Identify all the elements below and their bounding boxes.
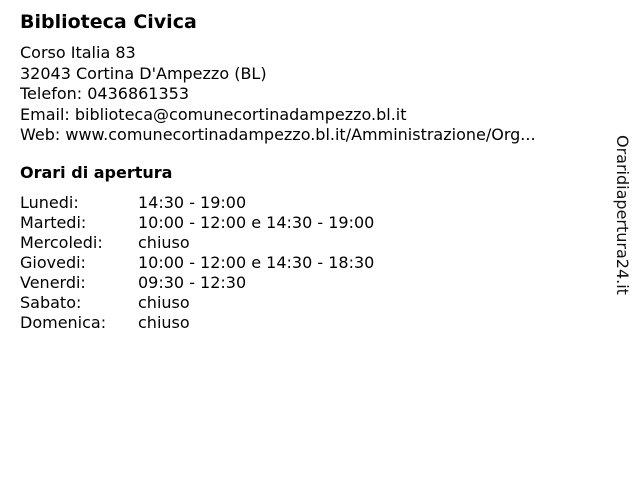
site-watermark: Oraridiapertura24.it: [613, 135, 632, 295]
day-label: Martedi:: [20, 212, 87, 232]
day-label: Giovedi:: [20, 252, 86, 272]
hours-row-thursday: [20, 253, 600, 273]
day-hours: chiuso: [138, 312, 190, 332]
hours-row-monday: [20, 193, 600, 213]
day-hours: 10:00 - 12:00 e 14:30 - 18:30: [138, 252, 375, 272]
website-line: Web: www.comunecortinadampezzo.bl.it/Amministrazione/Org...: [20, 125, 536, 144]
day-hours: chiuso: [138, 292, 190, 312]
day-label: Mercoledi:: [20, 232, 103, 252]
opening-hours-table: [20, 193, 600, 333]
hours-row-tuesday: [20, 213, 600, 233]
day-hours: 14:30 - 19:00: [138, 192, 247, 212]
opening-hours-title: Orari di apertura: [20, 162, 173, 182]
address-street: Corso Italia 83: [20, 43, 136, 62]
hours-row-sunday: [20, 313, 600, 333]
address-city: 32043 Cortina D'Ampezzo (BL): [20, 63, 267, 83]
email-line: Email: biblioteca@comunecortinadampezzo.bl.it: [20, 104, 407, 124]
library-title: Biblioteca Civica: [20, 11, 197, 33]
day-label: Venerdi:: [20, 272, 86, 292]
library-info-card: [20, 10, 600, 333]
day-hours: 09:30 - 12:30: [138, 272, 247, 292]
hours-row-wednesday: [20, 233, 600, 253]
hours-row-friday: [20, 273, 600, 293]
day-label: Lunedi:: [20, 192, 79, 212]
phone-line: Telefon: 0436861353: [20, 84, 190, 103]
day-hours: 10:00 - 12:00 e 14:30 - 19:00: [138, 212, 375, 232]
day-label: Domenica:: [20, 312, 107, 332]
hours-row-saturday: [20, 293, 600, 313]
day-hours: chiuso: [138, 232, 190, 252]
day-label: Sabato:: [20, 292, 82, 312]
